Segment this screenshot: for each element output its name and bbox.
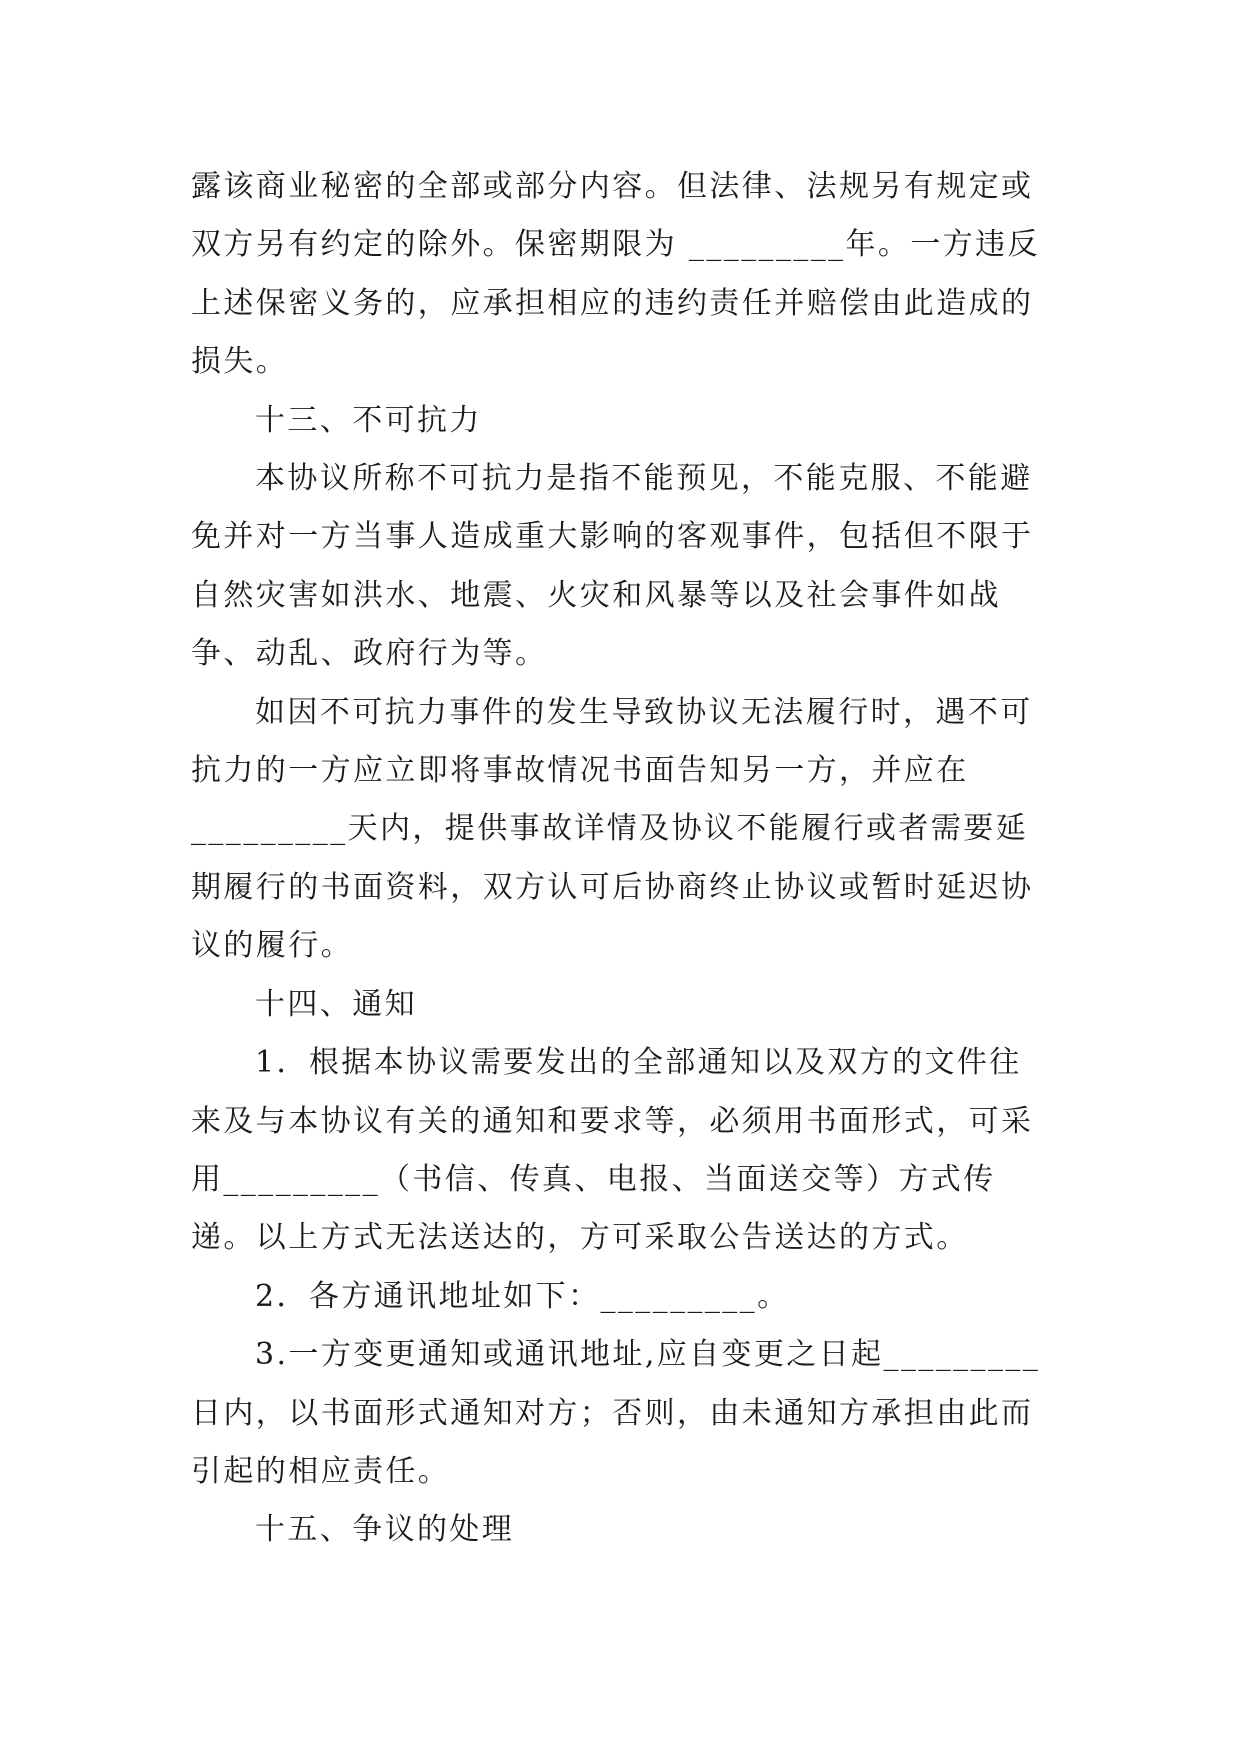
paragraph-force-majeure-definition: 本协议所称不可抗力是指不能预见，不能克服、不能避免并对一方当事人造成重大影响的客观事件，包括但不限于自然灾害如洪水、地震、火灾和风暴等以及社会事件如战争、动乱、政府行为等。: [191, 461, 1034, 672]
paragraph-notice-3: 3.一方变更通知或通讯地址,应自变更之日起_________日内，以书面形式通知对方；否则，由未通知方承担由此而引起的相应责任。: [191, 1337, 1041, 1489]
document-body: [191, 158, 1051, 1560]
paragraph-notice-1: 1．根据本协议需要发出的全部通知以及双方的文件往来及与本协议有关的通知和要求等，必须用书面形式，可采用_________（书信、传真、电报、当面送交等）方式传递。以上方式无法送达的，方可采取公告送达的方式。: [191, 1045, 1034, 1256]
section-heading-notice: 十四、通知: [255, 986, 417, 1022]
paragraph-notice-2: 2．各方通讯地址如下：_________。: [255, 1278, 790, 1314]
section-heading-force-majeure: 十三、不可抗力: [255, 402, 482, 438]
paragraph-confidentiality-continued: 露该商业秘密的全部或部分内容。但法律、法规另有规定或双方另有约定的除外。保密期限为 _________年。一方违反上述保密义务的，应承担相应的违约责任并赔偿由此造成的损失。: [191, 169, 1040, 380]
section-heading-dispute: 十五、争议的处理: [255, 1512, 515, 1548]
paragraph-force-majeure-notice: 如因不可抗力事件的发生导致协议无法履行时，遇不可抗力的一方应立即将事故情况书面告知另一方，并应在_________天内，提供事故详情及协议不能履行或者需要延期履行的书面资料，双方认可后协商终止协议或暂时延迟协议的履行。: [191, 694, 1034, 964]
